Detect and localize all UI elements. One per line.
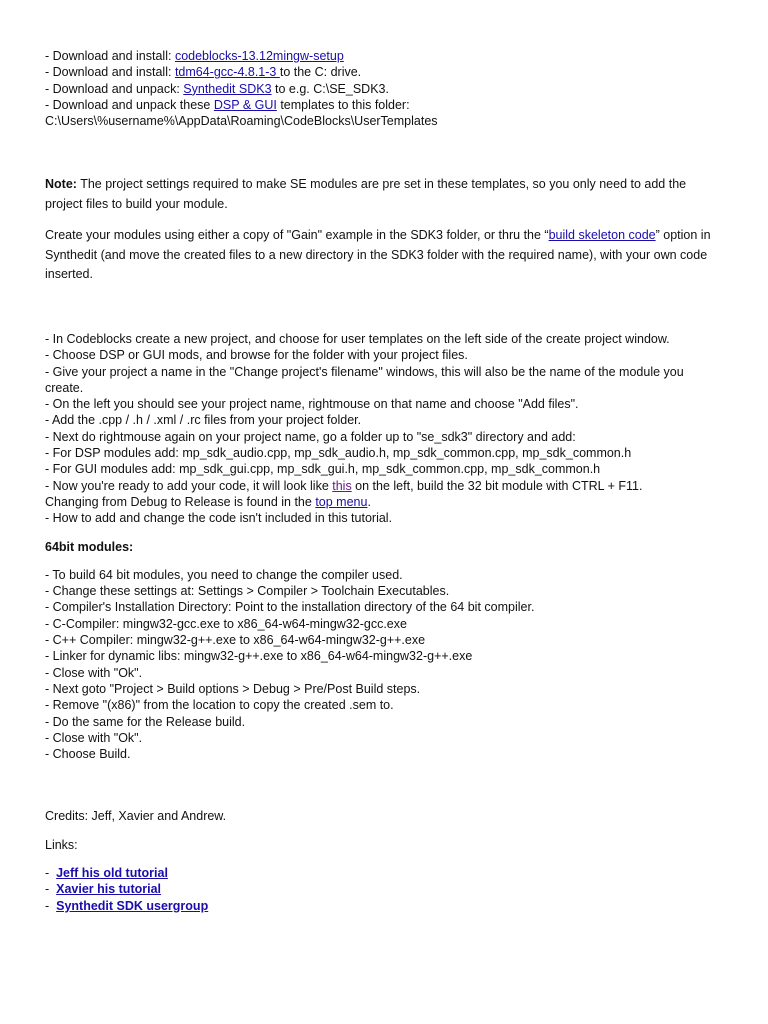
bit64-item: - Close with "Ok". [45, 730, 143, 745]
bit64-item: - Do the same for the Release build. [45, 714, 246, 729]
step-2: - Choose DSP or GUI mods, and browse for the folder with your project files. [45, 348, 468, 363]
bit64-item: - Change these settings at: Settings > Compiler > Toolchain Executables. [45, 584, 450, 599]
bit64-item: - Choose Build. [45, 747, 131, 762]
step-5: - Add the .cpp / .h / .xml / .rc files from your project folder. [45, 413, 362, 428]
install-line-3-text: - Download and unpack: [45, 81, 184, 96]
note-paragraph [45, 175, 715, 214]
bit64-item: - Compiler's Installation Directory: Point to the installation directory of the 64 bit compiler. [45, 600, 535, 615]
step-9-text: - Now you're ready to add your code, it will look like [45, 478, 333, 493]
step-4: - On the left you should see your project name, rightmouse on that name and choose "Add files". [45, 397, 579, 412]
bit64-item: - C-Compiler: mingw32-gcc.exe to x86_64-w64-mingw32-gcc.exe [45, 616, 407, 631]
jeff-tutorial-link[interactable]: Jeff his old tutorial [56, 866, 168, 880]
create-text-post: ” option in Synthedit (and move the created files to a new directory in the SDK3 folder with the required name), with your own code inserted. [45, 228, 711, 282]
bit64-item: - C++ Compiler: mingw32-g++.exe to x86_64-w64-mingw32-g++.exe [45, 633, 426, 648]
links-item-prefix: - [45, 898, 57, 913]
tdm64-gcc-link[interactable]: tdm64-gcc-4.8.1-3 [174, 65, 280, 80]
links-heading: Links: [45, 837, 78, 852]
links-item-prefix: - [45, 882, 57, 897]
install-line-4-text: - Download and unpack these [45, 97, 214, 112]
document-page [45, 48, 715, 914]
dsp-gui-templates-link[interactable]: DSP & GUI [213, 97, 277, 112]
install-line-2-suffix: to the C: drive. [279, 65, 362, 80]
step-7: - For DSP modules add: mp_sdk_audio.cpp, mp_sdk_audio.h, mp_sdk_common.cpp, mp_sdk_common.h [45, 446, 632, 461]
step-9-suffix: on the left, build the 32 bit module with CTRL + F11. [351, 478, 643, 493]
install-line-2 [45, 64, 715, 80]
bit64-heading: 64bit modules: [45, 539, 134, 554]
create-paragraph [45, 226, 715, 285]
step-10-suffix: . [367, 494, 371, 509]
install-line-3 [45, 81, 715, 97]
xavier-tutorial-link[interactable]: Xavier his tutorial [56, 882, 162, 897]
bit64-item: - Linker for dynamic libs: mingw32-g++.exe to x86_64-w64-mingw32-g++.exe [45, 649, 473, 664]
bit64-item: - Next goto "Project > Build options > Debug > Pre/Post Build steps. [45, 681, 421, 696]
synthedit-usergroup-link[interactable]: Synthedit SDK usergroup [56, 898, 209, 913]
credits: Credits: Jeff, Xavier and Andrew. [45, 809, 227, 824]
note-text: The project settings required to make SE modules are pre set in these templates, so you only need to add the project files to build your module. [45, 177, 687, 211]
step-8: - For GUI modules add: mp_sdk_gui.cpp, mp_sdk_gui.h, mp_sdk_common.cpp, mp_sdk_common.h [45, 462, 601, 477]
step-11: - How to add and change the code isn't included in this tutorial. [45, 511, 393, 526]
this-link[interactable]: this [332, 478, 352, 493]
links-item [45, 898, 715, 914]
install-line-4 [45, 97, 715, 113]
links-item-prefix: - [45, 866, 57, 880]
step-9 [45, 478, 715, 494]
step-1: - In Codeblocks create a new project, and choose for user templates on the left side of the create project window. [45, 331, 670, 346]
install-line-1-text: - Download and install: [45, 49, 175, 63]
step-6: - Next do rightmouse again on your project name, go a folder up to "se_sdk3" directory and add: [45, 429, 576, 444]
links-item [45, 865, 715, 881]
synthedit-sdk3-link[interactable]: Synthedit SDK3 [183, 81, 272, 96]
bit64-item: - Remove "(x86)" from the location to copy the created .sem to. [45, 698, 394, 713]
links-item [45, 881, 715, 897]
install-line-2-text: - Download and install: [45, 65, 175, 80]
install-line-1 [45, 48, 715, 64]
create-text-pre: Create your modules using either a copy of "Gain" example in the SDK3 folder, or thru the “ [45, 228, 549, 243]
step-10-text: Changing from Debug to Release is found in the [45, 494, 316, 509]
step-10 [45, 494, 715, 510]
install-line-3-suffix: to e.g. C:\SE_SDK3. [271, 81, 389, 96]
bit64-item: - Close with "Ok". [45, 665, 143, 680]
build-skeleton-code-link[interactable]: build skeleton code [548, 228, 656, 243]
bit64-item: - To build 64 bit modules, you need to change the compiler used. [45, 567, 403, 582]
templates-path: C:\Users\%username%\AppData\Roaming\CodeBlocks\UserTemplates [45, 114, 438, 129]
codeblocks-setup-link[interactable]: codeblocks-13.12mingw-setup [174, 49, 344, 63]
note-label: Note: [45, 177, 77, 192]
step-3: - Give your project a name in the "Change project's filename" windows, this will also be the name of the module you create. [45, 364, 684, 395]
install-line-4-suffix: templates to this folder: [276, 97, 410, 112]
top-menu-link[interactable]: top menu [315, 494, 368, 509]
